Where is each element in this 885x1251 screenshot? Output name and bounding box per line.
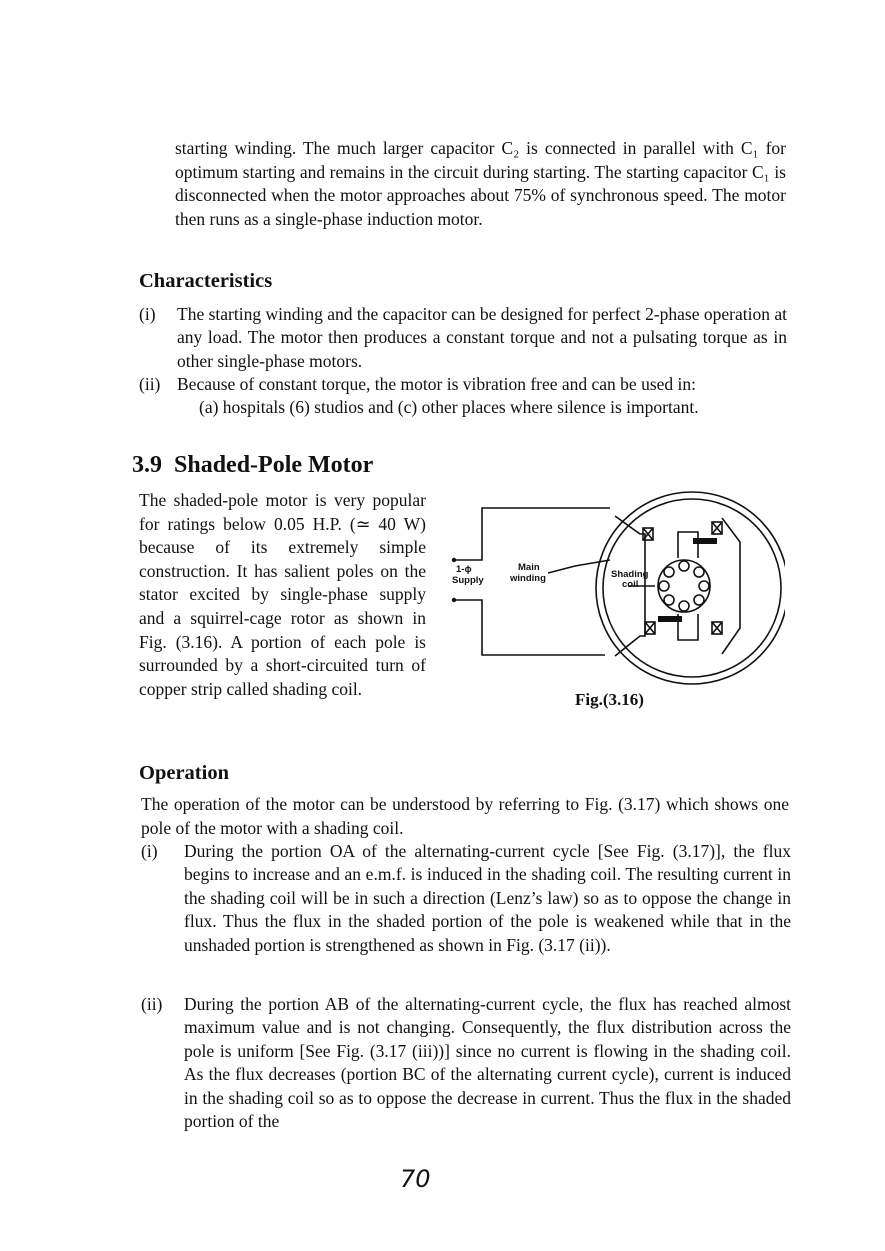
section-heading — [132, 452, 373, 479]
rotor-bar — [699, 581, 709, 591]
rotor-bar — [659, 581, 669, 591]
supply-terminal — [452, 598, 456, 602]
operation-heading: Operation — [139, 762, 229, 784]
supply-label-phase: 1-ϕ — [456, 564, 472, 575]
operation-item-1 — [141, 840, 791, 980]
item-text: Because of constant torque, the motor is vibration free and can be used in: — [177, 374, 697, 394]
rotor-bar — [694, 567, 704, 577]
rotor-bar — [679, 561, 689, 571]
upper-pole — [678, 532, 698, 558]
supply-label: Supply — [452, 575, 484, 586]
item-number: (i) — [141, 841, 158, 861]
intro-paragraph: starting winding. The much larger capacitor C₂ is connected in parallel with C₁ for optimum starting and remains in the circuit during starting. The starting capacitor C₁ is disconnected when the motor approaches about 75% of synchronous speed. The motor then runs as a single-phase induction motor. — [175, 138, 786, 229]
supply-wire-top — [454, 508, 610, 560]
characteristic-item-1 — [139, 303, 787, 373]
shading-strip-upper — [693, 538, 717, 544]
section-paragraph: The shaded-pole motor is very popular for ratings below 0.05 H.P. (≃ 40 W) because of its extremely simple construction. It has salient poles on the stator excited by single-phase supply and a squirrel-cage rotor as shown in Fig. (3.16). A portion of each pole is surrounded by a short-circuited turn of copper strip called shading coil. — [139, 490, 426, 699]
page-number: 70 — [400, 1165, 431, 1193]
section-number: 3.9 — [132, 452, 162, 478]
item-number: (i) — [139, 304, 156, 324]
shading-coil-label-1: Shading — [611, 569, 649, 580]
characteristics-heading: Characteristics — [139, 270, 273, 292]
rotor-bar — [664, 567, 674, 577]
characteristic-item-2 — [139, 373, 787, 421]
right-shoe — [722, 518, 740, 654]
item-text: During the portion AB of the alternating-current cycle, the flux has reached almost maximum value and is not changing. Consequently, the flux distribution across the pole is uniform [See Fig. (3.17 (iii))] since no current is flowing in the shading coil. As the flux decreases (portion BC of the alternating current cycle), current is induced in the shading coil so as to oppose the decrease in current. Thus the flux in the shaded portion of the — [184, 994, 791, 1132]
main-winding-label-2: winding — [510, 573, 546, 584]
operation-item-2 — [141, 993, 791, 1153]
main-winding-leader — [548, 560, 610, 573]
supply-wire-bottom — [454, 600, 605, 655]
item-number: (ii) — [139, 374, 161, 394]
section-title: Shaded-Pole Motor — [174, 452, 374, 478]
shaded-pole-motor-figure — [440, 488, 785, 688]
shading-strip-lower — [658, 616, 682, 622]
item-number: (ii) — [141, 994, 163, 1014]
operation-intro: The operation of the motor can be understood by referring to Fig. (3.17) which shows one pole of the motor with a shading coil. — [141, 794, 789, 838]
rotor-bar — [679, 601, 689, 611]
rotor-bar — [664, 595, 674, 605]
item-text: The starting winding and the capacitor can be designed for perfect 2-phase operation at any load. The motor then produces a constant torque and not a pulsating torque as in other single-phase motors. — [177, 304, 787, 371]
shading-coil-label-2: coil — [622, 579, 639, 590]
item-text: During the portion OA of the alternating-current cycle [See Fig. (3.17)], the flux begins to increase and an e.m.f. is induced in the shading coil. The resulting current in the shading coil will be in such a direction (Lenz’s law) so as to oppose the change in flux. Thus the flux in the shaded portion of the pole is weakened while that in the unshaded portion is strengthened as shown in Fig. (3.17 (ii)). — [184, 841, 791, 955]
supply-terminal — [452, 558, 456, 562]
rotor-bar — [694, 595, 704, 605]
figure-caption: Fig.(3.16) — [575, 690, 644, 709]
main-winding-label-1: Main — [518, 562, 540, 573]
item-subtext: (a) hospitals (6) studios and (c) other places where silence is important. — [199, 397, 699, 417]
